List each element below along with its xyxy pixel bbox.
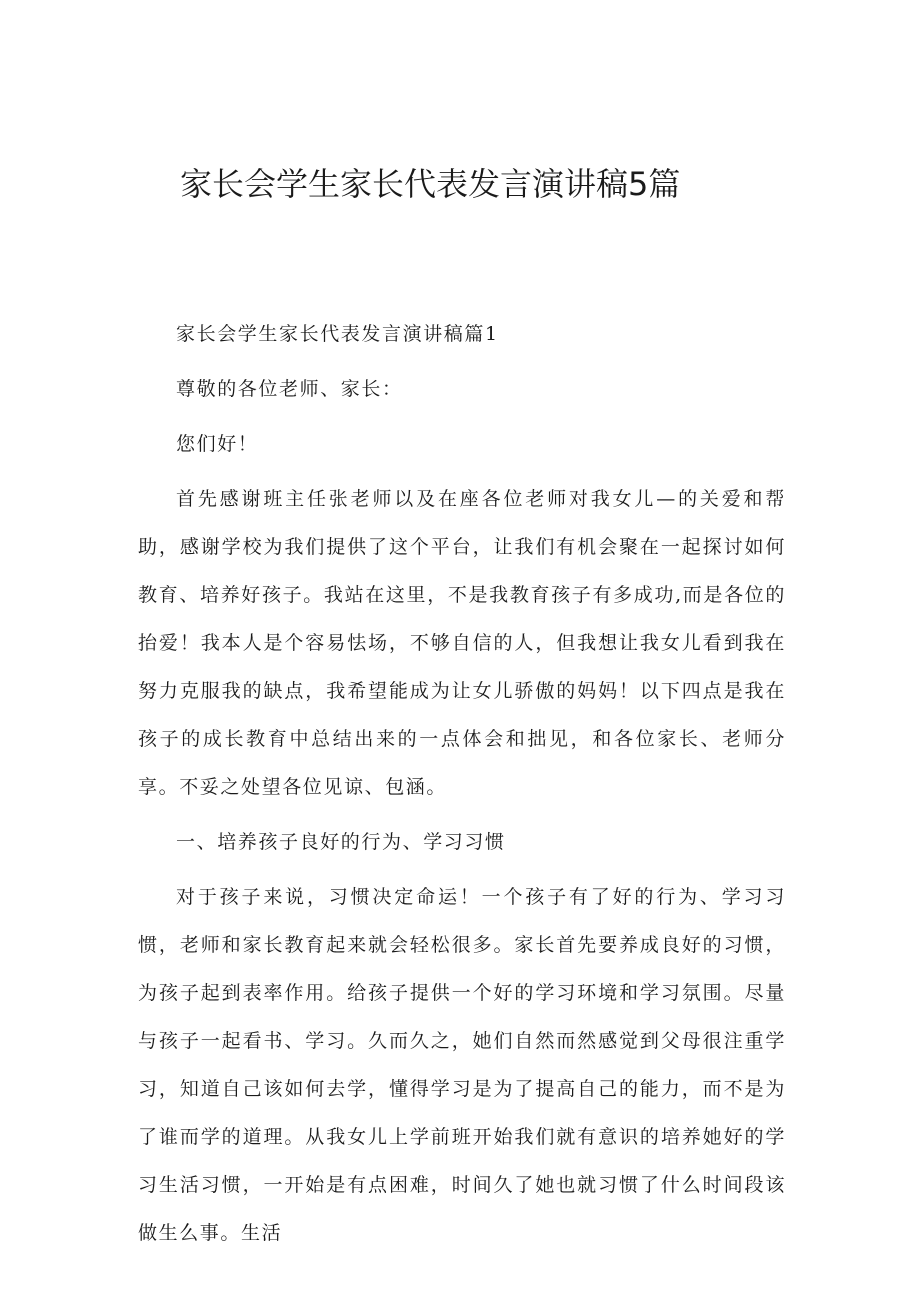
paragraph-intro: 首先感谢班主任张老师以及在座各位老师对我女儿—的关爱和帮助，感谢学校为我们提供了这个平台，让我们有机会聚在一起探讨如何教育、培养好孩子。我站在这里，不是我教育孩子有多成功,而是各位的抬爱！我本人是个容易怯场，不够自信的人，但我想让我女儿看到我在努力克服我的缺点，我希望能成为让女儿骄傲的妈妈！以下四点是我在孩子的成长教育中总结出来的一点体会和拙见，和各位家长、老师分享。不妥之处望各位见谅、包涵。 bbox=[138, 488, 786, 798]
document-body bbox=[138, 310, 786, 1264]
greeting: 您们好！ bbox=[176, 433, 259, 455]
salutation: 尊敬的各位老师、家长： bbox=[176, 378, 403, 400]
section-heading: 家长会学生家长代表发言演讲稿篇1 bbox=[176, 323, 499, 345]
paragraph-habits: 对于孩子来说，习惯决定命运！一个孩子有了好的行为、学习习惯，老师和家长教育起来就会轻松很多。家长首先要养成良好的习惯，为孩子起到表率作用。给孩子提供一个好的学习环境和学习氛围。尽量与孩子一起看书、学习。久而久之，她们自然而然感觉到父母很注重学习，知道自己该如何去学，懂得学习是为了提高自己的能力，而不是为了谁而学的道理。从我女儿上学前班开始我们就有意识的培养她好的学习生活习惯，一开始是有点困难，时间久了她也就习惯了什么时间段该做生么事。生活 bbox=[138, 886, 786, 1244]
document-title: 家长会学生家长代表发言演讲稿5篇 bbox=[180, 165, 681, 203]
point-one-heading: 一、培养孩子良好的行为、学习习惯 bbox=[176, 831, 506, 853]
